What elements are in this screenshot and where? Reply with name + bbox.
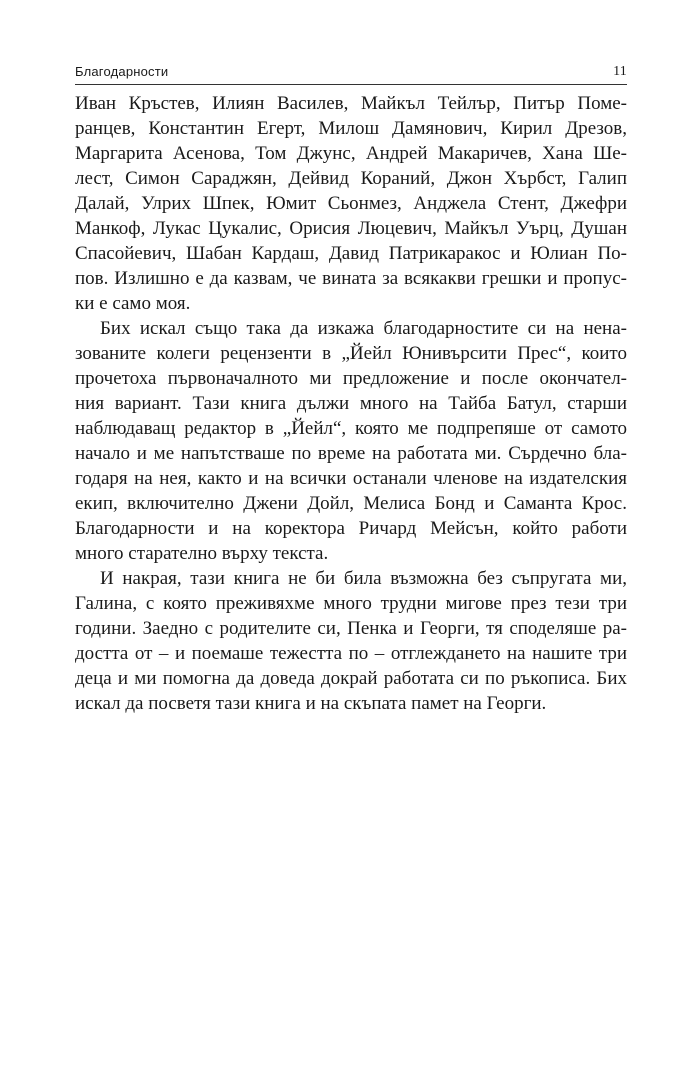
text-line: Маргарита Асенова, Том Джунс, Андрей Макаричев, Хана Ше- bbox=[75, 143, 627, 164]
text-line: много старателно върху текста. bbox=[75, 543, 329, 564]
text-line: зованите колеги рецензенти в „Йейл Юнивърсити Прес“, които bbox=[75, 343, 627, 364]
text-line: деца и ми помогна да доведа докрай работата си по ръкописа. Бих bbox=[75, 668, 627, 689]
text-line: ния вариант. Тази книга дължи много на Тайба Батул, старши bbox=[75, 393, 627, 414]
text-line: Бих искал също така да изкажа благодарностите си на нена- bbox=[100, 318, 627, 339]
text-line: начало и ме напътстваше по време на работата ми. Сърдечно бла- bbox=[75, 443, 627, 464]
paragraph-2 bbox=[75, 316, 627, 566]
running-title: Благодарности bbox=[75, 64, 169, 79]
text-line: Далай, Улрих Шпек, Юмит Сьонмез, Анджела Стент, Джефри bbox=[75, 193, 627, 214]
text-line: наблюдаващ редактор в „Йейл“, която ме подпрепяше от самото bbox=[75, 418, 627, 439]
text-line: Манкоф, Лукас Цукалис, Орисия Люцевич, Майкъл Уърц, Душан bbox=[75, 218, 627, 239]
text-line: ки е само моя. bbox=[75, 293, 191, 314]
text-line: Галина, с която преживяхме много трудни мигове през тези три bbox=[75, 593, 627, 614]
body-text bbox=[75, 91, 627, 716]
header-rule bbox=[75, 84, 627, 85]
text-line: И накрая, тази книга не би била възможна без съпругата ми, bbox=[100, 568, 627, 589]
page-number: 11 bbox=[613, 64, 627, 79]
text-line: искал да посветя тази книга и на скъпата памет на Георги. bbox=[75, 693, 547, 714]
text-line: лест, Симон Сараджян, Дейвид Кораний, Джон Хърбст, Галип bbox=[75, 168, 627, 189]
text-line: ранцев, Константин Егерт, Милош Дамянович, Кирил Дрезов, bbox=[75, 118, 627, 139]
paragraph-3 bbox=[75, 566, 627, 716]
text-line: годаря на нея, както и на всички останали членове на издателския bbox=[75, 468, 627, 489]
text-line: години. Заедно с родителите си, Пенка и Георги, тя споделяше ра- bbox=[75, 618, 627, 639]
paragraph-1 bbox=[75, 91, 627, 316]
text-line: Иван Кръстев, Илиян Василев, Майкъл Тейлър, Питър Поме- bbox=[75, 93, 627, 114]
text-line: пов. Излишно е да казвам, че вината за всякакви грешки и пропус- bbox=[75, 268, 627, 289]
text-line: екип, включително Джени Дойл, Мелиса Бонд и Саманта Крос. bbox=[75, 493, 627, 514]
text-line: достта от – и поемаше тежестта по – отглеждането на нашите три bbox=[75, 643, 627, 664]
text-line: Спасойевич, Шабан Кардаш, Давид Патрикаракос и Юлиан По- bbox=[75, 243, 627, 264]
text-line: Благодарности и на коректора Ричард Мейсън, който работи bbox=[75, 518, 627, 539]
text-line: прочетоха първоначалното ми предложение и после окончател- bbox=[75, 368, 627, 389]
running-head bbox=[75, 64, 627, 84]
